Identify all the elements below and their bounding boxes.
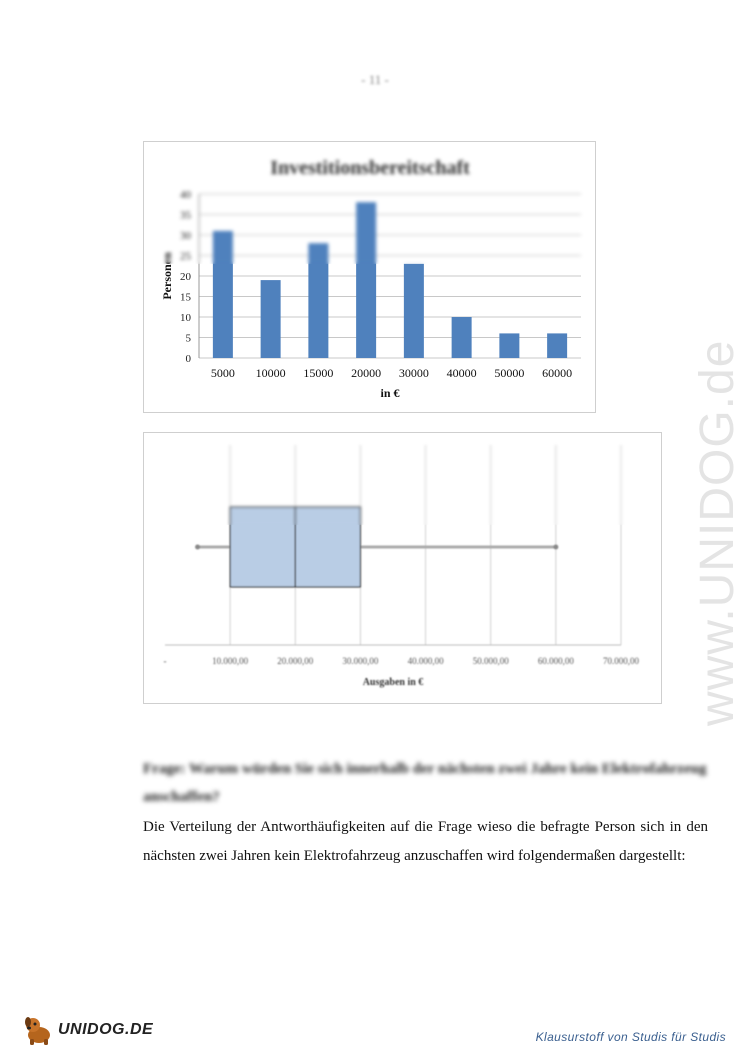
whisker-min-marker <box>195 545 200 550</box>
x-axis-label: in € <box>380 386 400 400</box>
watermark-text: www.UNIDOG.de <box>691 339 744 726</box>
bar-10000 <box>261 280 281 358</box>
y-tick-label: 0 <box>185 353 191 365</box>
whisker-max-marker <box>553 545 558 550</box>
y-tick-label: 10 <box>180 312 191 324</box>
y-tick-label: 25 <box>180 250 191 263</box>
x-tick-label: 40.000,00 <box>407 656 444 666</box>
x-tick-label: 70.000,00 <box>603 656 639 666</box>
x-tick-label: 15000 <box>303 366 334 380</box>
page-number: - 11 - <box>361 72 389 87</box>
x-tick-label: 50000 <box>494 366 525 380</box>
bar-50000 <box>499 333 519 358</box>
x-tick-label: 40000 <box>446 366 477 380</box>
x-tick-label: 50.000,00 <box>472 656 509 666</box>
x-tick-label: - <box>163 656 167 666</box>
x-tick-label: 60000 <box>542 366 573 380</box>
blur-overlay-top <box>144 142 595 264</box>
bar-chart-title: Investitionsbereitschaft <box>270 157 470 179</box>
x-tick-label: 5000 <box>210 366 235 380</box>
x-tick-label: 60.000,00 <box>537 656 574 666</box>
body-paragraph: Die Verteilung der Antworthäufigkeiten auf die Frage wieso die befragte Person sich in den nächsten zwei Jahren kein Elektrofahrzeug anzuschaffen wird folgendermaßen dargestellt: <box>143 819 708 864</box>
y-tick-label: 35 <box>180 209 191 222</box>
y-tick-label: 5 <box>185 332 191 345</box>
x-tick-label: 20.000,00 <box>277 656 314 666</box>
blur-overlay-box <box>144 433 661 525</box>
bar-60000 <box>547 333 567 358</box>
question-heading: Frage: Warum würden Sie sich innerhalb der nächsten zwei Jahre kein Elektrofahrzeug anschaffen? <box>143 761 707 805</box>
x-tick-label: 30.000,00 <box>342 656 379 666</box>
y-tick-label: 20 <box>180 271 191 283</box>
y-tick-label: 30 <box>180 230 191 242</box>
watermark <box>690 339 745 726</box>
bar-30000 <box>404 264 424 358</box>
x-tick-label: 20000 <box>351 366 382 380</box>
y-tick-label: 40 <box>180 189 191 201</box>
y-axis-label: Personen <box>160 252 174 300</box>
box-x-axis-label: Ausgaben in € <box>362 677 424 688</box>
x-tick-label: 30000 <box>398 366 429 380</box>
y-tick-label: 15 <box>180 291 191 304</box>
tagline: Klausurstoff von Studis für Studis <box>535 1030 726 1044</box>
dog-icon <box>22 1013 56 1047</box>
x-tick-label: 10.000,00 <box>212 656 249 666</box>
unidog-logo <box>22 1012 153 1048</box>
x-tick-label: 10000 <box>255 366 286 380</box>
logo-text: UNIDOG.DE <box>58 1021 154 1038</box>
bar-40000 <box>452 317 472 358</box>
